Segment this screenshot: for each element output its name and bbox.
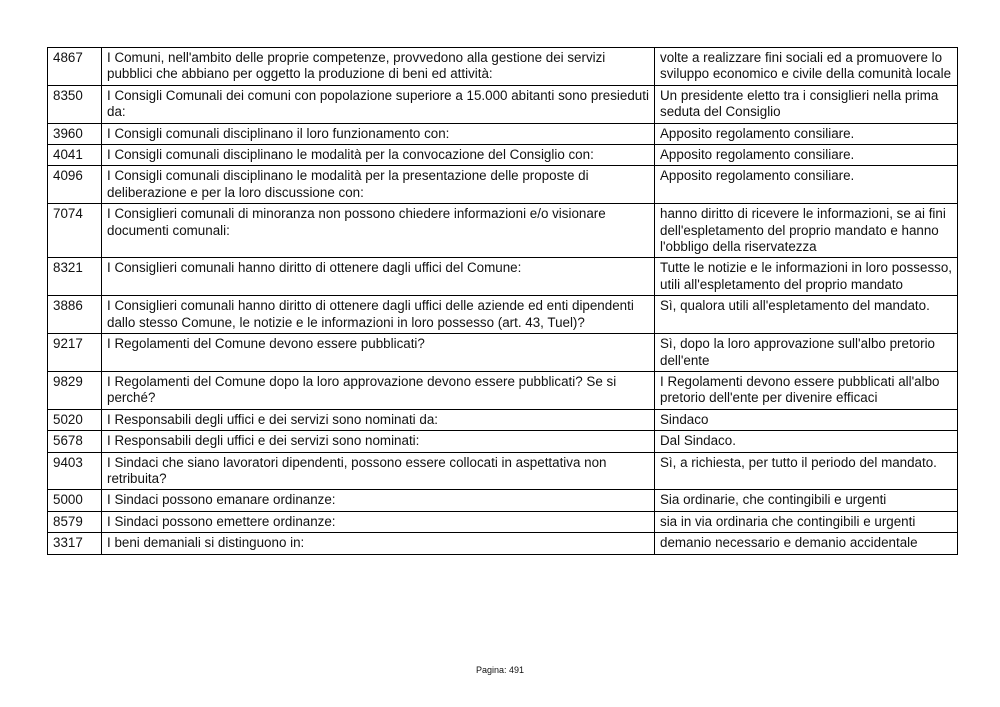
table-row xyxy=(48,511,958,532)
question-id: 3960 xyxy=(48,123,102,144)
question-id: 8350 xyxy=(48,85,102,123)
question-id: 5020 xyxy=(48,409,102,430)
table-row xyxy=(48,166,958,204)
table-row xyxy=(48,296,958,334)
question-text: I Consigli comunali disciplinano il loro funzionamento con: xyxy=(102,123,655,144)
question-id: 4041 xyxy=(48,145,102,166)
question-id: 4096 xyxy=(48,166,102,204)
question-id: 5678 xyxy=(48,431,102,452)
answer-text: Tutte le notizie e le informazioni in loro possesso, utili all'espletamento del proprio mandato xyxy=(655,258,958,296)
question-text: I Consigli comunali disciplinano le modalità per la presentazione delle proposte di deliberazione e per la loro discussione con: xyxy=(102,166,655,204)
answer-text: Apposito regolamento consiliare. xyxy=(655,123,958,144)
question-id: 9217 xyxy=(48,334,102,372)
question-text: I Responsabili degli uffici e dei servizi sono nominati: xyxy=(102,431,655,452)
table-row xyxy=(48,452,958,490)
question-id: 3317 xyxy=(48,533,102,554)
question-text: I Responsabili degli uffici e dei servizi sono nominati da: xyxy=(102,409,655,430)
question-id: 8321 xyxy=(48,258,102,296)
question-text: I Consigli comunali disciplinano le modalità per la convocazione del Consiglio con: xyxy=(102,145,655,166)
table-row xyxy=(48,533,958,554)
answer-text: Dal Sindaco. xyxy=(655,431,958,452)
question-text: I Sindaci possono emettere ordinanze: xyxy=(102,511,655,532)
question-text: I Consiglieri comunali di minoranza non possono chiedere informazioni e/o visionare documenti comunali: xyxy=(102,204,655,258)
table-row xyxy=(48,334,958,372)
table-row xyxy=(48,204,958,258)
question-text: I Regolamenti del Comune dopo la loro approvazione devono essere pubblicati? Se si perché? xyxy=(102,371,655,409)
question-id: 7074 xyxy=(48,204,102,258)
answer-text: Sì, dopo la loro approvazione sull'albo pretorio dell'ente xyxy=(655,334,958,372)
question-text: I Consiglieri comunali hanno diritto di ottenere dagli uffici delle aziende ed enti dipendenti dallo stesso Comune, le notizie e le informazioni in loro possesso (art. 43, Tuel)? xyxy=(102,296,655,334)
answer-text: Sì, a richiesta, per tutto il periodo del mandato. xyxy=(655,452,958,490)
answer-text: hanno diritto di ricevere le informazioni, se ai fini dell'espletamento del proprio mandato e hanno l'obbligo della riservatezza xyxy=(655,204,958,258)
table-row xyxy=(48,145,958,166)
question-text: I Consiglieri comunali hanno diritto di ottenere dagli uffici del Comune: xyxy=(102,258,655,296)
table-row xyxy=(48,85,958,123)
table-row xyxy=(48,490,958,511)
answer-text: Apposito regolamento consiliare. xyxy=(655,145,958,166)
question-text: I Sindaci possono emanare ordinanze: xyxy=(102,490,655,511)
question-id: 4867 xyxy=(48,48,102,86)
table-row xyxy=(48,371,958,409)
question-text: I Sindaci che siano lavoratori dipendenti, possono essere collocati in aspettativa non retribuita? xyxy=(102,452,655,490)
question-id: 9403 xyxy=(48,452,102,490)
question-text: I Regolamenti del Comune devono essere pubblicati? xyxy=(102,334,655,372)
answer-text: volte a realizzare fini sociali ed a promuovere lo sviluppo economico e civile della comunità locale xyxy=(655,48,958,86)
answer-text: Sì, qualora utili all'espletamento del mandato. xyxy=(655,296,958,334)
answer-text: Apposito regolamento consiliare. xyxy=(655,166,958,204)
question-answer-table xyxy=(47,47,958,555)
question-id: 3886 xyxy=(48,296,102,334)
answer-text: demanio necessario e demanio accidentale xyxy=(655,533,958,554)
table-row xyxy=(48,258,958,296)
answer-text: I Regolamenti devono essere pubblicati all'albo pretorio dell'ente per divenire efficaci xyxy=(655,371,958,409)
answer-text: Un presidente eletto tra i consiglieri nella prima seduta del Consiglio xyxy=(655,85,958,123)
table-row xyxy=(48,431,958,452)
table-row xyxy=(48,123,958,144)
table-row xyxy=(48,409,958,430)
answer-text: Sia ordinarie, che contingibili e urgenti xyxy=(655,490,958,511)
answer-text: sia in via ordinaria che contingibili e urgenti xyxy=(655,511,958,532)
question-id: 8579 xyxy=(48,511,102,532)
question-id: 9829 xyxy=(48,371,102,409)
page-number: Pagina: 491 xyxy=(475,665,525,675)
question-text: I Consigli Comunali dei comuni con popolazione superiore a 15.000 abitanti sono presieduti da: xyxy=(102,85,655,123)
question-text: I Comuni, nell'ambito delle proprie competenze, provvedono alla gestione dei servizi pubblici che abbiano per oggetto la produzione di beni ed attività: xyxy=(102,48,655,86)
question-text: I beni demaniali si distinguono in: xyxy=(102,533,655,554)
table-row xyxy=(48,48,958,86)
question-id: 5000 xyxy=(48,490,102,511)
answer-text: Sindaco xyxy=(655,409,958,430)
